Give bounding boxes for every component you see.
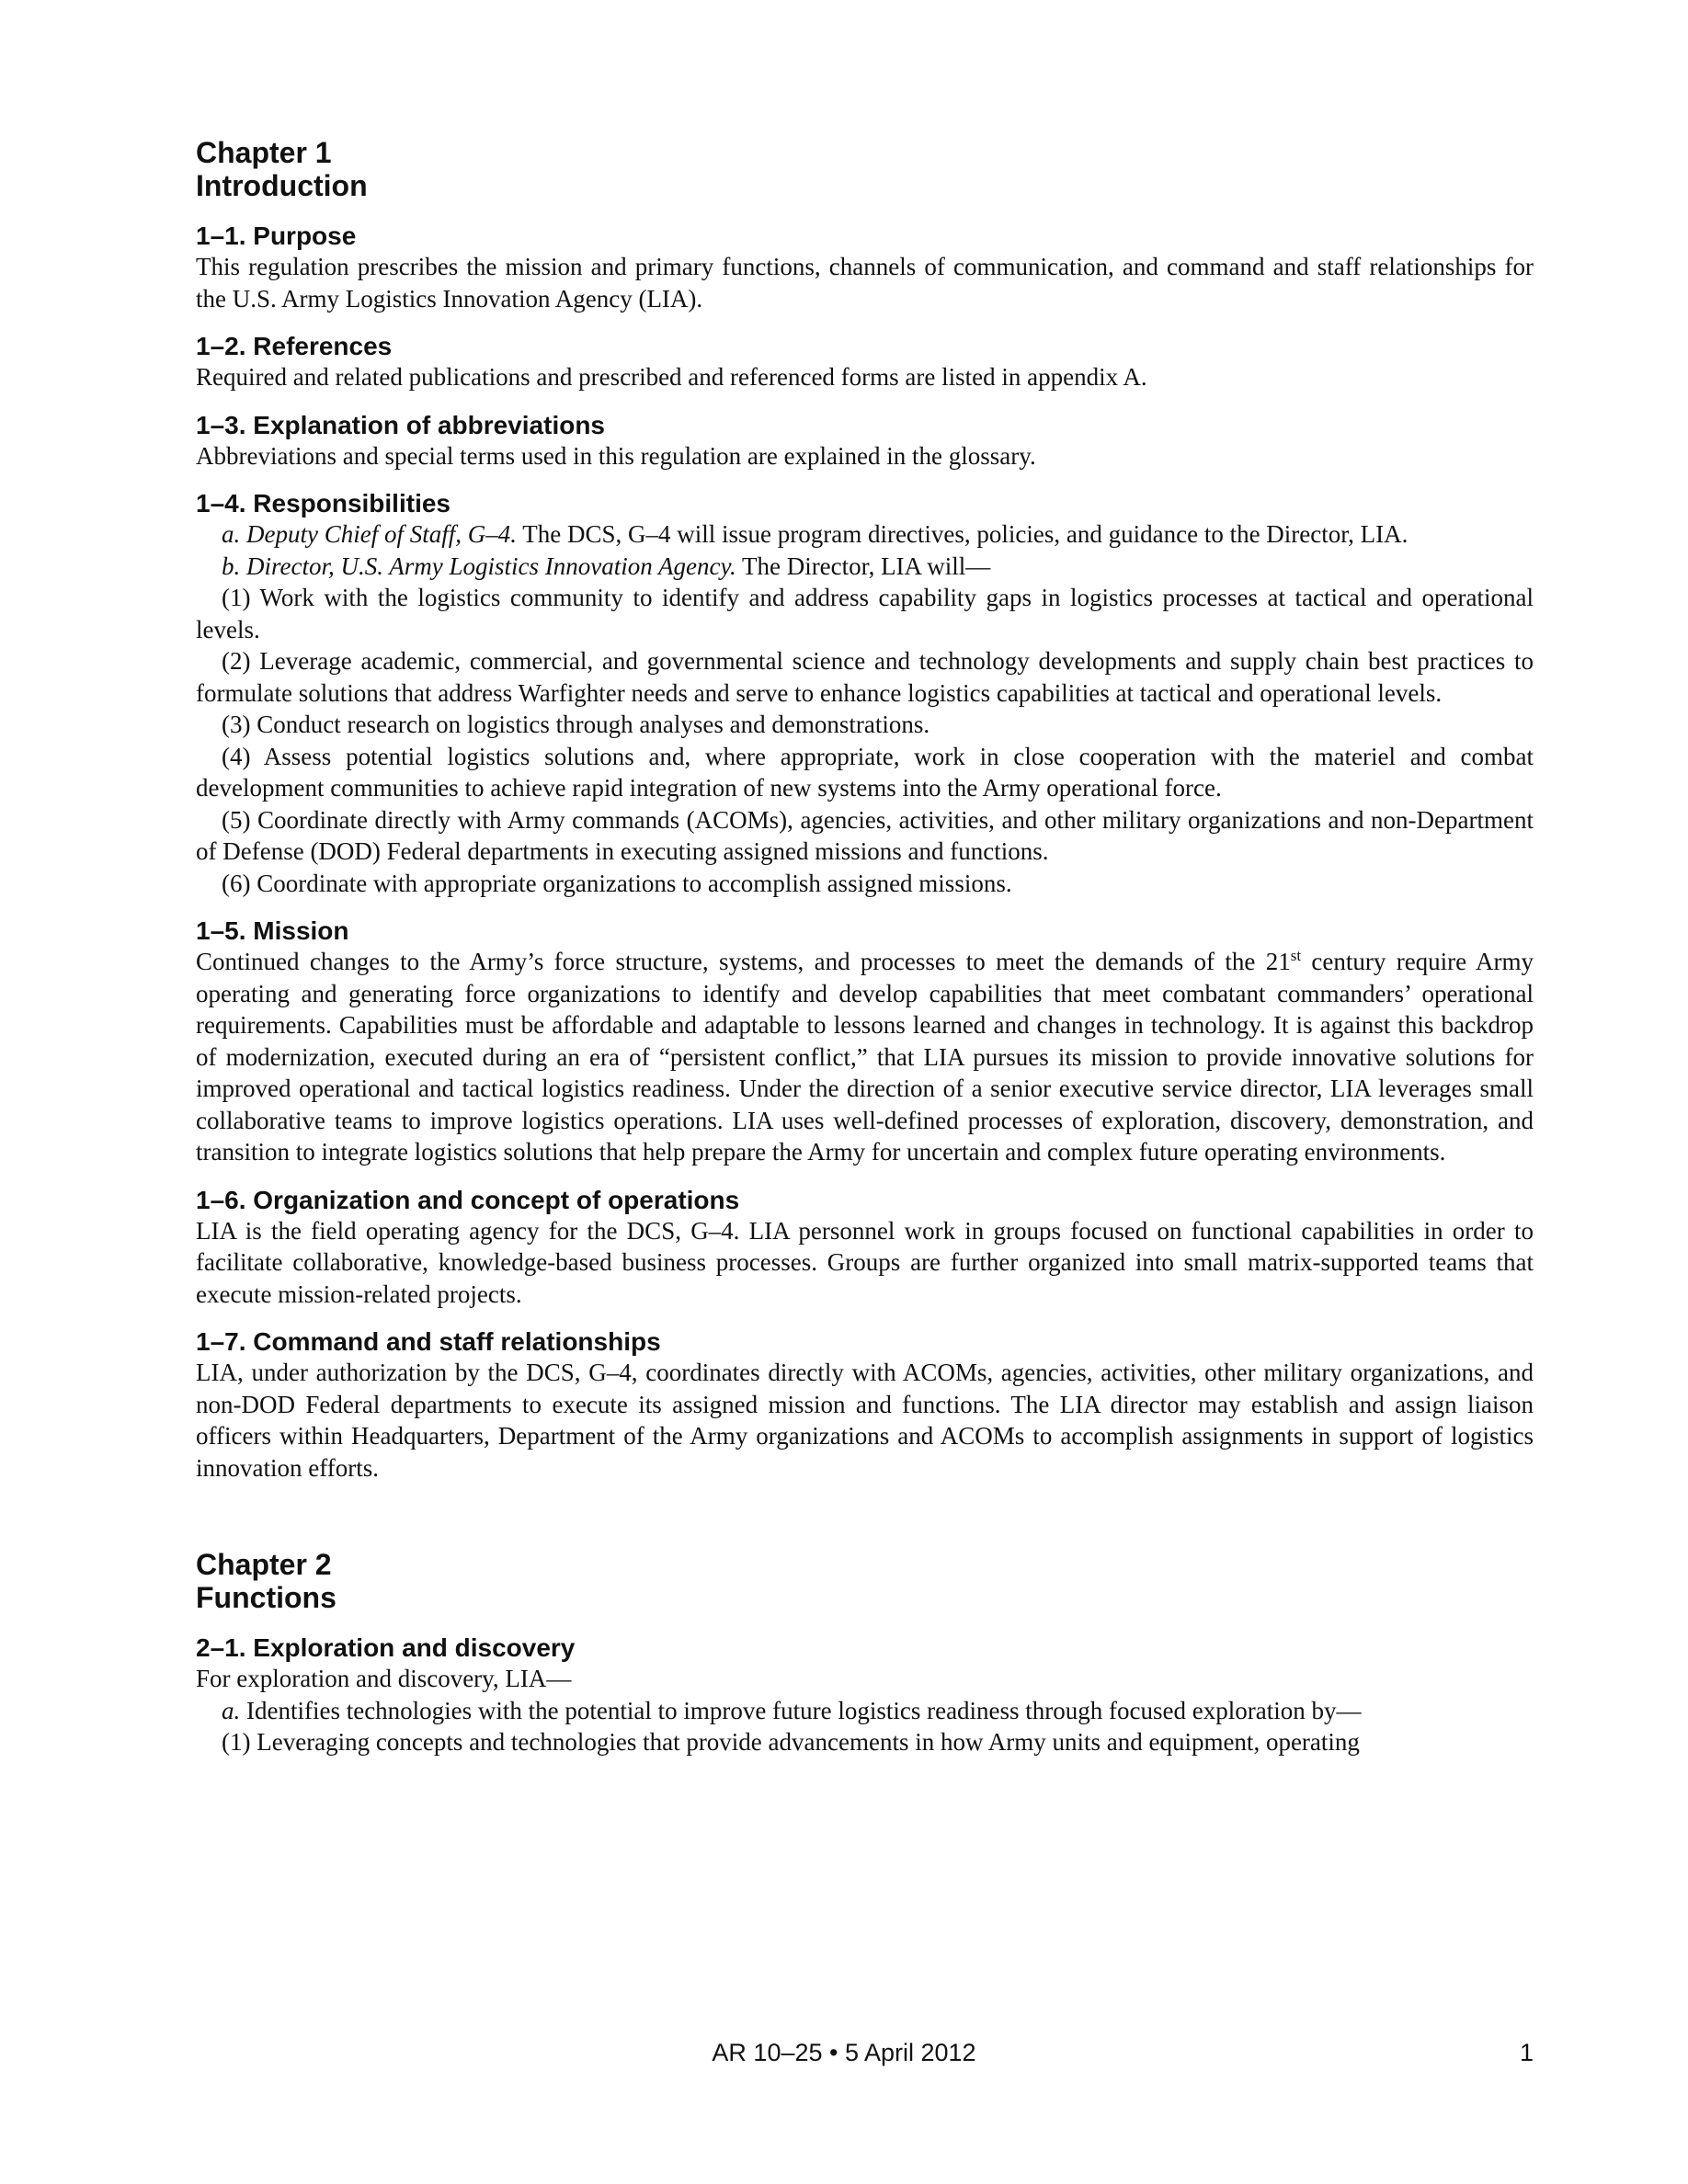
section-heading-organization: 1–6. Organization and concept of operations — [196, 1185, 740, 1214]
abbreviations-text: Abbreviations and special terms used in this regulation are explained in the glossary. — [196, 441, 1036, 470]
exploration-intro: For exploration and discovery, LIA— — [196, 1665, 572, 1692]
section-heading-abbreviations: 1–3. Explanation of abbreviations — [196, 410, 606, 439]
section-1-2 — [196, 331, 1534, 393]
chapter-1-label: Chapter 1 — [196, 136, 332, 169]
list-item: (2) Leverage academic, commercial, and governmental science and technology developments and supply chain best practices to formulate solutions that address Warfighter needs and serve to enhance logistics capabilities at tactical and operational levels. — [196, 647, 1534, 707]
organization-text: LIA is the field operating agency for the DCS, G–4. LIA personnel work in groups focused on functional capabilities in order to facilitate collaborative, knowledge-based business processes. Groups are further organized into small matrix-supported teams that execute mission-related projects. — [196, 1216, 1534, 1308]
section-heading-references: 1–2. References — [196, 332, 393, 360]
footer-document-id: AR 10–25 • 5 April 2012 — [712, 2039, 976, 2066]
section-1-4 — [196, 488, 1534, 899]
mission-text-end: century require Army operating and generating force organizations to identify and develop capabilities that meet combatant commanders’ operational requirements. Capabilities must be affordable and adaptable to lessons learned and changes in technology. It is against this backdrop of modernization, executed during an era of “persistent conflict,” that LIA pursues its mission to provide innovative solutions for improved operational and tactical logistics readiness. Under the direction of a senior executive service director, LIA leverages small collaborative teams to improve logistics operations. LIA uses well-defined processes of exploration, discovery, demonstration, and transition to integrate logistics solutions that help prepare the Army for uncertain and complex future operating environments. — [196, 948, 1534, 1166]
section-heading-purpose: 1–1. Purpose — [196, 222, 357, 250]
references-text: Required and related publications and prescribed and referenced forms are listed in appendix A. — [196, 363, 1147, 391]
list-item: (1) Work with the logistics community to identify and address capability gaps in logistics processes at tactical and operational levels. — [196, 584, 1534, 643]
section-1-5 — [196, 916, 1534, 1168]
chapter-2-heading — [196, 1548, 1534, 1614]
responsibility-b — [196, 551, 1534, 583]
ordinal-suffix: st — [1290, 947, 1302, 964]
section-1-6 — [196, 1185, 1534, 1311]
list-item: (1) Leveraging concepts and technologies that provide advancements in how Army units and equipment, operating — [222, 1728, 1360, 1756]
responsibility-b-label: b. Director, U.S. Army Logistics Innovation Agency. — [222, 552, 736, 580]
list-item: (6) Coordinate with appropriate organizations to accomplish assigned missions. — [222, 869, 1012, 897]
command-text: LIA, under authorization by the DCS, G–4, coordinates directly with ACOMs, agencies, activities, other military organizations, and non-DOD Federal departments to execute its assigned mission and functions. The LIA director may establish and assign liaison officers within Headquarters, Department of the Army organizations and ACOMs to accomplish assignments in support of logistics innovation efforts. — [196, 1359, 1534, 1482]
section-heading-mission: 1–5. Mission — [196, 916, 349, 945]
chapter-1-heading — [196, 136, 1534, 202]
responsibility-b-text: The Director, LIA will— — [736, 552, 991, 580]
responsibility-a — [196, 518, 1534, 551]
section-heading-responsibilities: 1–4. Responsibilities — [196, 489, 451, 518]
section-1-3 — [196, 410, 1534, 472]
list-item: (3) Conduct research on logistics through analyses and demonstrations. — [222, 711, 930, 738]
exploration-a-text: Identifies technologies with the potential to improve future logistics readiness through focused exploration by— — [240, 1696, 1362, 1724]
list-item: (4) Assess potential logistics solutions and, where appropriate, work in close cooperation with the materiel and combat development communities to achieve rapid integration of new systems into the Army operational force. — [196, 742, 1534, 802]
section-2-1 — [196, 1632, 1534, 1758]
list-item: (5) Coordinate directly with Army commands (ACOMs), agencies, activities, and other military organizations and non-Department of Defense (DOD) Federal departments in executing assigned missions and functions. — [196, 805, 1534, 865]
document-page — [196, 136, 1534, 1758]
section-heading-exploration: 2–1. Exploration and discovery — [196, 1633, 576, 1662]
mission-text-start: Continued changes to the Army’s force structure, systems, and processes to meet the demands of the 21 — [196, 948, 1291, 975]
chapter-2-title: Functions — [196, 1581, 336, 1614]
exploration-a — [196, 1695, 1534, 1727]
purpose-text: This regulation prescribes the mission and primary functions, channels of communication, and command and staff relationships for the U.S. Army Logistics Innovation Agency (LIA). — [196, 253, 1534, 313]
mission-text — [196, 946, 1534, 1168]
section-1-1 — [196, 221, 1534, 314]
chapter-2-label: Chapter 2 — [196, 1548, 332, 1581]
responsibility-a-text: The DCS, G–4 will issue program directives, policies, and guidance to the Director, LIA. — [516, 520, 1409, 548]
chapter-1-title: Introduction — [196, 169, 368, 202]
exploration-a-label: a. — [222, 1696, 241, 1724]
footer-page-number: 1 — [1519, 2039, 1534, 2066]
section-heading-command: 1–7. Command and staff relationships — [196, 1327, 661, 1356]
responsibility-a-label: a. Deputy Chief of Staff, G–4. — [222, 520, 517, 548]
section-1-7 — [196, 1326, 1534, 1484]
